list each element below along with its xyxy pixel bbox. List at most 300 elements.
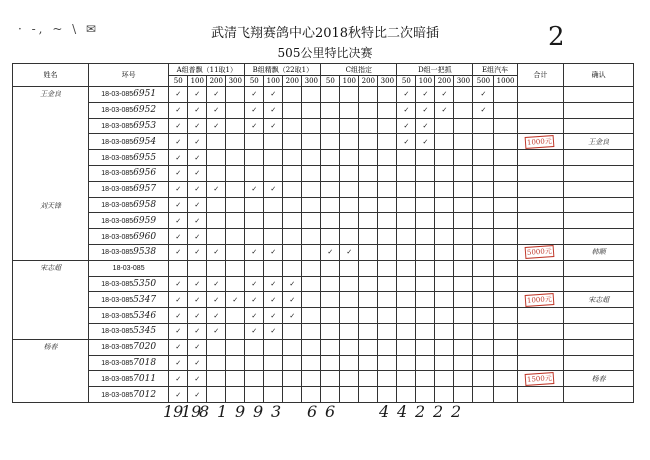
entry-check-cell: ✓ bbox=[169, 197, 188, 213]
ring-prefix: 18-03-085 bbox=[101, 312, 134, 320]
confirm-cell bbox=[564, 229, 634, 245]
entry-check-cell bbox=[454, 87, 473, 103]
row-total-cell bbox=[517, 371, 563, 387]
entry-check-cell: ✓ bbox=[264, 87, 283, 103]
entry-check-cell: ✓ bbox=[226, 292, 245, 308]
entry-check-cell: ✓ bbox=[207, 118, 226, 134]
ring-tail-handwritten: 6954 bbox=[133, 136, 157, 147]
entry-check-cell bbox=[454, 118, 473, 134]
ring-number bbox=[89, 118, 169, 134]
ring-number bbox=[89, 387, 169, 403]
entry-check-cell bbox=[473, 339, 494, 355]
table-row bbox=[13, 87, 634, 103]
entry-check-cell bbox=[226, 323, 245, 339]
entry-check-cell bbox=[454, 229, 473, 245]
entry-check-cell bbox=[226, 339, 245, 355]
entry-check-cell bbox=[378, 387, 397, 403]
ring-tail-handwritten: 5345 bbox=[133, 326, 157, 337]
entry-check-cell: ✓ bbox=[416, 118, 435, 134]
entry-check-cell bbox=[494, 371, 517, 387]
column-total: 19 bbox=[181, 402, 202, 421]
red-stamp: 1500元 bbox=[524, 372, 554, 386]
ring-tail-handwritten: 6955 bbox=[133, 152, 157, 163]
entry-check-cell bbox=[494, 229, 517, 245]
entry-check-cell bbox=[494, 244, 517, 260]
entry-check-cell: ✓ bbox=[188, 276, 207, 292]
entry-check-cell: ✓ bbox=[188, 197, 207, 213]
row-total-cell bbox=[517, 244, 563, 260]
entry-check-cell bbox=[378, 276, 397, 292]
ring-number bbox=[89, 339, 169, 355]
entry-check-cell: ✓ bbox=[169, 323, 188, 339]
row-total-cell bbox=[517, 134, 563, 150]
ring-tail-handwritten: 6960 bbox=[133, 231, 157, 242]
entry-check-cell bbox=[397, 213, 416, 229]
ring-number bbox=[89, 292, 169, 308]
ring-tail-handwritten: 5350 bbox=[133, 278, 157, 289]
entry-check-cell: ✓ bbox=[188, 244, 207, 260]
entry-check-cell bbox=[226, 213, 245, 229]
entry-check-cell bbox=[473, 213, 494, 229]
entry-check-cell bbox=[454, 260, 473, 276]
entry-check-cell: ✓ bbox=[169, 339, 188, 355]
entry-check-cell bbox=[378, 339, 397, 355]
entry-check-cell bbox=[245, 260, 264, 276]
entry-check-cell: ✓ bbox=[283, 308, 302, 324]
entry-check-cell: ✓ bbox=[188, 134, 207, 150]
entry-check-cell bbox=[359, 355, 378, 371]
ring-tail-handwritten: 7012 bbox=[133, 389, 157, 400]
table-row bbox=[13, 197, 634, 213]
entry-check-cell bbox=[302, 118, 321, 134]
entry-check-cell bbox=[454, 292, 473, 308]
entry-check-cell bbox=[494, 339, 517, 355]
entry-check-cell bbox=[302, 150, 321, 166]
entry-check-cell bbox=[264, 134, 283, 150]
table-row bbox=[13, 244, 634, 260]
entry-check-cell bbox=[302, 165, 321, 181]
entry-check-cell bbox=[226, 150, 245, 166]
entry-check-cell: ✓ bbox=[207, 308, 226, 324]
table-row bbox=[13, 292, 634, 308]
ring-prefix: 18-03-085 bbox=[101, 391, 134, 399]
entry-check-cell bbox=[283, 371, 302, 387]
ring-prefix: 18-03-085 bbox=[101, 154, 134, 162]
subheader-11: 300 bbox=[378, 76, 397, 87]
entry-check-cell bbox=[226, 165, 245, 181]
entry-check-cell: ✓ bbox=[245, 276, 264, 292]
ring-prefix: 18-03-085 bbox=[101, 91, 134, 99]
ring-tail-handwritten: 5346 bbox=[133, 310, 157, 321]
column-total: 3 bbox=[271, 402, 282, 421]
entry-check-cell bbox=[340, 134, 359, 150]
entry-check-cell: ✓ bbox=[245, 323, 264, 339]
entry-check-cell bbox=[397, 371, 416, 387]
ring-prefix: 18-03-085 bbox=[101, 233, 134, 241]
entry-check-cell bbox=[397, 339, 416, 355]
entry-check-cell bbox=[435, 197, 454, 213]
entry-check-cell bbox=[397, 308, 416, 324]
entry-check-cell bbox=[302, 292, 321, 308]
owner-name-text: 王金良 bbox=[40, 90, 61, 98]
signature: 王金良 bbox=[588, 137, 610, 146]
entry-check-cell: ✓ bbox=[188, 213, 207, 229]
entry-check-cell bbox=[321, 118, 340, 134]
entry-check-cell bbox=[207, 387, 226, 403]
header-group-e: E组汽车 bbox=[473, 64, 517, 76]
entry-check-cell bbox=[435, 181, 454, 197]
entry-check-cell: ✓ bbox=[188, 339, 207, 355]
ring-tail-handwritten: 9538 bbox=[133, 247, 157, 258]
entry-check-cell bbox=[226, 197, 245, 213]
entry-check-cell bbox=[454, 387, 473, 403]
entry-check-cell: ✓ bbox=[188, 292, 207, 308]
entry-check-cell bbox=[321, 276, 340, 292]
entry-check-cell bbox=[207, 229, 226, 245]
row-total-cell bbox=[517, 292, 563, 308]
entry-check-cell bbox=[378, 229, 397, 245]
entry-check-cell: ✓ bbox=[264, 308, 283, 324]
entry-check-cell: ✓ bbox=[188, 323, 207, 339]
entry-check-cell bbox=[264, 260, 283, 276]
entry-check-cell: ✓ bbox=[264, 118, 283, 134]
entry-check-cell: ✓ bbox=[169, 244, 188, 260]
entry-check-cell bbox=[378, 102, 397, 118]
ring-prefix: 18-03-085 bbox=[101, 296, 134, 304]
entry-check-cell bbox=[302, 197, 321, 213]
entry-check-cell bbox=[494, 213, 517, 229]
entry-check-cell bbox=[359, 118, 378, 134]
entry-check-cell bbox=[473, 276, 494, 292]
ring-number bbox=[89, 213, 169, 229]
table-row bbox=[13, 213, 634, 229]
entry-check-cell bbox=[283, 165, 302, 181]
entry-check-cell bbox=[473, 197, 494, 213]
entry-check-cell: ✓ bbox=[169, 387, 188, 403]
owner-name-extra: 刘天锋 bbox=[40, 202, 61, 210]
entry-check-cell bbox=[321, 150, 340, 166]
entry-check-cell bbox=[416, 197, 435, 213]
table-row bbox=[13, 387, 634, 403]
header-confirm: 确认 bbox=[564, 64, 634, 87]
entry-check-cell: ✓ bbox=[264, 181, 283, 197]
confirm-cell bbox=[564, 339, 634, 355]
entry-check-cell: ✓ bbox=[321, 244, 340, 260]
confirm-cell bbox=[564, 165, 634, 181]
entry-check-cell: ✓ bbox=[169, 150, 188, 166]
entry-check-cell bbox=[340, 150, 359, 166]
red-stamp: 1000元 bbox=[524, 135, 554, 149]
confirm-cell bbox=[564, 371, 634, 387]
entry-check-cell bbox=[473, 387, 494, 403]
entry-check-cell bbox=[494, 323, 517, 339]
confirm-cell bbox=[564, 244, 634, 260]
entry-check-cell: ✓ bbox=[169, 308, 188, 324]
entry-check-cell bbox=[340, 165, 359, 181]
subheader-8: 50 bbox=[321, 76, 340, 87]
entry-check-cell: ✓ bbox=[245, 181, 264, 197]
entry-check-cell: ✓ bbox=[188, 102, 207, 118]
column-total: 8 bbox=[199, 402, 210, 421]
entry-check-cell bbox=[340, 276, 359, 292]
entry-check-cell: ✓ bbox=[188, 87, 207, 103]
confirm-cell bbox=[564, 213, 634, 229]
table-row bbox=[13, 165, 634, 181]
entry-check-cell bbox=[321, 181, 340, 197]
subheader-4: 50 bbox=[245, 76, 264, 87]
entry-check-cell bbox=[302, 308, 321, 324]
entry-check-cell bbox=[397, 229, 416, 245]
confirm-cell bbox=[564, 87, 634, 103]
entry-check-cell bbox=[473, 181, 494, 197]
entry-check-cell bbox=[378, 87, 397, 103]
subheader-5: 100 bbox=[264, 76, 283, 87]
subheader-7: 300 bbox=[302, 76, 321, 87]
entry-check-cell bbox=[435, 229, 454, 245]
entry-check-cell: ✓ bbox=[188, 229, 207, 245]
entry-check-cell bbox=[226, 387, 245, 403]
entry-check-cell bbox=[245, 213, 264, 229]
entry-check-cell: ✓ bbox=[264, 244, 283, 260]
ring-number bbox=[89, 244, 169, 260]
entry-check-cell bbox=[264, 387, 283, 403]
entry-check-cell bbox=[302, 355, 321, 371]
entry-check-cell bbox=[435, 118, 454, 134]
entry-check-cell bbox=[359, 102, 378, 118]
entry-check-cell bbox=[321, 213, 340, 229]
entry-check-cell: ✓ bbox=[264, 323, 283, 339]
confirm-cell bbox=[564, 308, 634, 324]
row-total-cell bbox=[517, 229, 563, 245]
confirm-cell bbox=[564, 323, 634, 339]
table-row bbox=[13, 150, 634, 166]
table-row bbox=[13, 102, 634, 118]
entry-check-cell bbox=[321, 87, 340, 103]
entry-check-cell bbox=[397, 276, 416, 292]
entry-check-cell bbox=[264, 229, 283, 245]
entry-check-cell bbox=[454, 339, 473, 355]
entry-check-cell bbox=[416, 323, 435, 339]
entry-check-cell bbox=[454, 276, 473, 292]
entry-check-cell: ✓ bbox=[188, 150, 207, 166]
entry-check-cell bbox=[340, 197, 359, 213]
entry-check-cell bbox=[359, 371, 378, 387]
row-total-cell bbox=[517, 150, 563, 166]
entry-check-cell bbox=[321, 102, 340, 118]
column-total: 4 bbox=[397, 402, 408, 421]
entry-check-cell bbox=[169, 260, 188, 276]
entry-check-cell bbox=[397, 197, 416, 213]
entry-check-cell bbox=[416, 276, 435, 292]
table-row bbox=[13, 276, 634, 292]
entry-check-cell bbox=[245, 229, 264, 245]
header-total: 合计 bbox=[517, 64, 563, 87]
entry-check-cell bbox=[378, 244, 397, 260]
ring-tail-handwritten: 7020 bbox=[133, 342, 157, 353]
ring-number bbox=[89, 165, 169, 181]
entry-check-cell: ✓ bbox=[416, 87, 435, 103]
entry-check-cell: ✓ bbox=[207, 276, 226, 292]
entry-check-cell: ✓ bbox=[207, 244, 226, 260]
entry-check-cell: ✓ bbox=[188, 387, 207, 403]
entry-check-cell bbox=[207, 134, 226, 150]
entry-check-cell: ✓ bbox=[169, 371, 188, 387]
entry-check-cell bbox=[473, 355, 494, 371]
entry-check-cell bbox=[494, 165, 517, 181]
owner-name-text: 杨春 bbox=[43, 342, 58, 351]
entry-check-cell bbox=[454, 102, 473, 118]
entry-check-cell bbox=[340, 323, 359, 339]
entry-check-cell bbox=[416, 213, 435, 229]
entry-check-cell bbox=[245, 165, 264, 181]
entry-check-cell bbox=[264, 213, 283, 229]
confirm-cell bbox=[564, 387, 634, 403]
table-row bbox=[13, 260, 634, 276]
table-row bbox=[13, 118, 634, 134]
entry-check-cell: ✓ bbox=[188, 355, 207, 371]
entry-check-cell: ✓ bbox=[264, 276, 283, 292]
entry-check-cell bbox=[454, 165, 473, 181]
entry-check-cell bbox=[378, 165, 397, 181]
ring-number bbox=[89, 181, 169, 197]
entry-check-cell bbox=[473, 371, 494, 387]
entry-check-cell bbox=[454, 244, 473, 260]
entry-check-cell bbox=[245, 387, 264, 403]
row-total-cell bbox=[517, 87, 563, 103]
entry-check-cell bbox=[359, 134, 378, 150]
confirm-cell bbox=[564, 260, 634, 276]
entry-check-cell bbox=[359, 165, 378, 181]
row-total-cell bbox=[517, 213, 563, 229]
owner-name-text: 宋志超 bbox=[40, 263, 61, 272]
confirm-cell bbox=[564, 197, 634, 213]
ring-number bbox=[89, 323, 169, 339]
entry-check-cell bbox=[454, 371, 473, 387]
header-group-c: C组指定 bbox=[321, 64, 397, 76]
ring-prefix: 18-03-085 bbox=[101, 280, 134, 288]
entry-check-cell: ✓ bbox=[340, 244, 359, 260]
entry-check-cell: ✓ bbox=[397, 102, 416, 118]
entry-check-cell bbox=[454, 197, 473, 213]
row-total-cell bbox=[517, 323, 563, 339]
entry-check-cell bbox=[226, 229, 245, 245]
entry-check-cell bbox=[302, 134, 321, 150]
entry-check-cell bbox=[340, 339, 359, 355]
entry-check-cell bbox=[302, 87, 321, 103]
column-totals-row bbox=[0, 402, 650, 426]
ring-prefix: 18-03-085 bbox=[101, 107, 134, 115]
entry-check-cell bbox=[454, 213, 473, 229]
column-total: 9 bbox=[235, 402, 246, 421]
entry-check-cell: ✓ bbox=[245, 87, 264, 103]
ring-number bbox=[89, 371, 169, 387]
entry-check-cell bbox=[435, 244, 454, 260]
entry-check-cell: ✓ bbox=[188, 181, 207, 197]
entry-check-cell bbox=[359, 276, 378, 292]
ring-tail-handwritten: 6958 bbox=[133, 199, 157, 210]
entry-check-cell bbox=[302, 371, 321, 387]
red-stamp: 1000元 bbox=[524, 293, 554, 307]
entry-check-cell bbox=[416, 355, 435, 371]
entry-check-cell bbox=[321, 308, 340, 324]
entry-check-cell bbox=[416, 150, 435, 166]
entry-check-cell: ✓ bbox=[397, 134, 416, 150]
entry-check-cell bbox=[207, 355, 226, 371]
ring-tail-handwritten: 6952 bbox=[133, 105, 157, 116]
entry-check-cell bbox=[378, 118, 397, 134]
entry-check-cell bbox=[264, 355, 283, 371]
entry-check-cell bbox=[454, 323, 473, 339]
entry-check-cell bbox=[378, 355, 397, 371]
entry-check-cell bbox=[397, 150, 416, 166]
entry-check-cell bbox=[435, 260, 454, 276]
entry-check-cell bbox=[494, 387, 517, 403]
column-total: 9 bbox=[253, 402, 264, 421]
page-number-handwritten: 2 bbox=[548, 22, 565, 52]
confirm-cell bbox=[564, 292, 634, 308]
entry-check-cell: ✓ bbox=[264, 102, 283, 118]
entry-check-cell bbox=[207, 339, 226, 355]
entry-check-cell bbox=[378, 134, 397, 150]
entry-check-cell bbox=[321, 387, 340, 403]
entry-check-cell bbox=[264, 339, 283, 355]
entry-check-cell bbox=[245, 150, 264, 166]
subheader-6: 200 bbox=[283, 76, 302, 87]
entry-check-cell: ✓ bbox=[169, 276, 188, 292]
subheader-1: 100 bbox=[188, 76, 207, 87]
row-total-cell bbox=[517, 308, 563, 324]
entry-check-cell bbox=[340, 229, 359, 245]
entry-check-cell bbox=[264, 150, 283, 166]
ring-prefix: 18-03-085 bbox=[101, 122, 134, 130]
entry-check-cell bbox=[207, 150, 226, 166]
ring-tail-handwritten: 6953 bbox=[133, 120, 157, 131]
entry-check-cell bbox=[454, 355, 473, 371]
column-total: 6 bbox=[307, 402, 318, 421]
entry-check-cell bbox=[264, 165, 283, 181]
entry-check-cell bbox=[494, 260, 517, 276]
entry-check-cell bbox=[378, 213, 397, 229]
entry-check-cell bbox=[340, 118, 359, 134]
entry-check-cell: ✓ bbox=[169, 165, 188, 181]
entry-check-cell bbox=[245, 134, 264, 150]
entry-check-cell bbox=[397, 355, 416, 371]
column-total: 1 bbox=[217, 402, 228, 421]
entry-check-cell: ✓ bbox=[169, 87, 188, 103]
table-row bbox=[13, 308, 634, 324]
entry-check-cell: ✓ bbox=[188, 308, 207, 324]
red-stamp: 5000元 bbox=[524, 245, 554, 259]
subheader-3: 300 bbox=[226, 76, 245, 87]
ring-number bbox=[89, 260, 169, 276]
entry-check-cell bbox=[283, 197, 302, 213]
entry-check-cell bbox=[435, 292, 454, 308]
entry-check-cell bbox=[340, 308, 359, 324]
entry-check-cell: ✓ bbox=[169, 355, 188, 371]
ring-tail-handwritten: 6956 bbox=[133, 168, 157, 179]
entry-check-cell bbox=[416, 292, 435, 308]
column-total: 19 bbox=[163, 402, 184, 421]
entry-check-cell bbox=[416, 387, 435, 403]
ring-prefix: 18-03-085 bbox=[101, 328, 134, 336]
entry-check-cell bbox=[283, 229, 302, 245]
entry-check-cell bbox=[302, 102, 321, 118]
entry-check-cell bbox=[435, 355, 454, 371]
ring-tail-handwritten: 6959 bbox=[133, 215, 157, 226]
entry-check-cell bbox=[473, 165, 494, 181]
entry-check-cell bbox=[359, 87, 378, 103]
ring-prefix: 18-03-085 bbox=[101, 201, 134, 209]
